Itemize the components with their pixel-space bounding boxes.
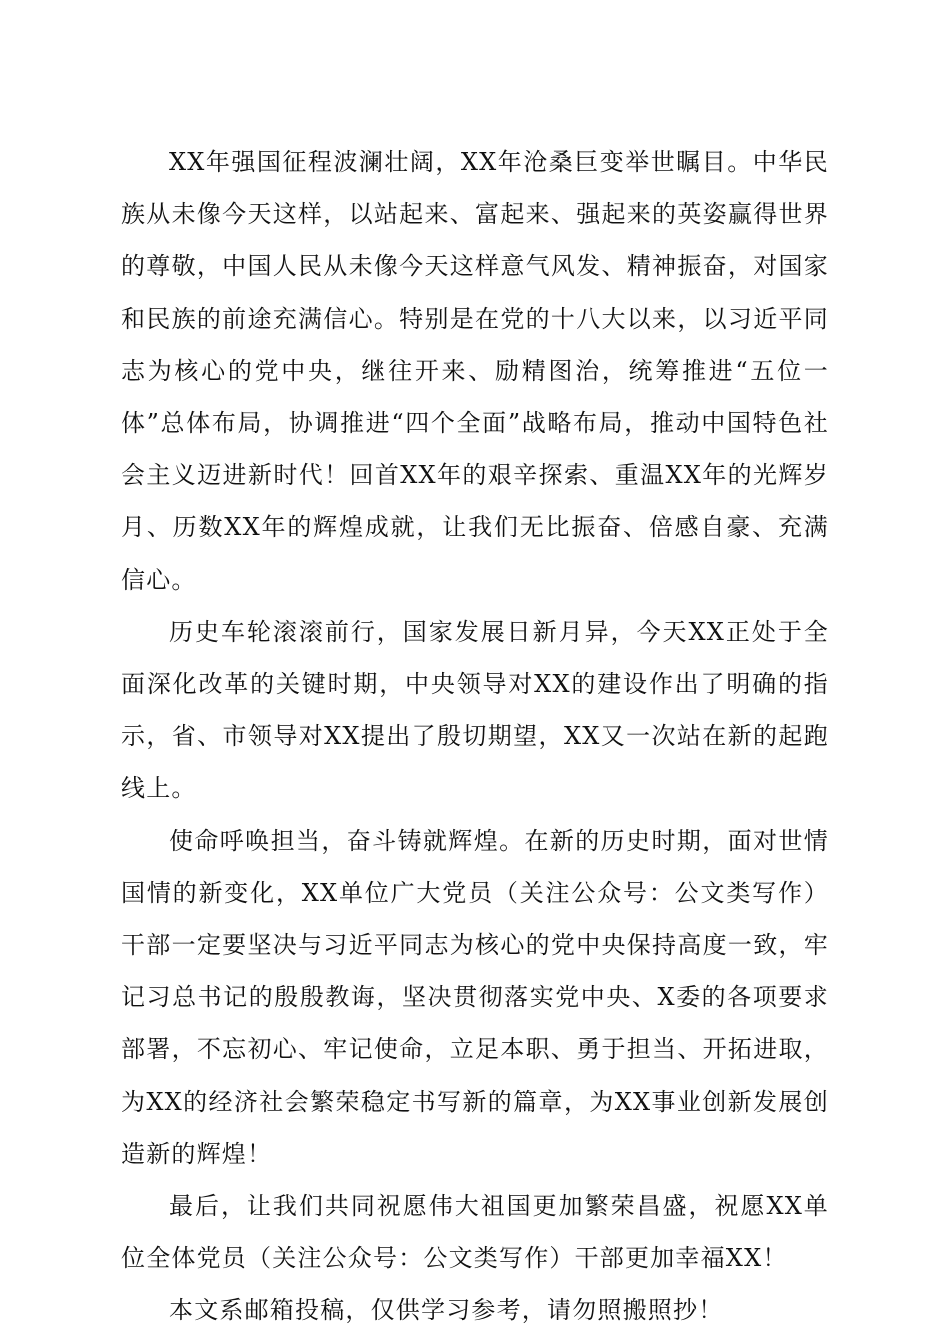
paragraph-1: XX年强国征程波澜壮阔，XX年沧桑巨变举世瞩目。中华民族从未像今天这样，以站起来、富起来、强起来的英姿赢得世界的尊敬，中国人民从未像今天这样意气风发、精神振奋，对国家和民族的前途充满信心。特别是在党的十八大以来，以习近平同志为核心的党中央，继往开来、励精图治，统筹推进“五位一体”总体布局，协调推进“四个全面”战略布局，推动中国特色社会主义迈进新时代！回首XX年的艰辛探索、重温XX年的光辉岁月、历数XX年的辉煌成就，让我们无比振奋、倍感自豪、充满信心。 [121, 148, 829, 594]
paragraph-2: 历史车轮滚滚前行，国家发展日新月异，今天XX正处于全面深化改革的关键时期，中央领导对XX的建设作出了明确的指示，省、市领导对XX提出了殷切期望，XX又一次站在新的起跑线上。 [121, 617, 829, 803]
paragraph-5-disclaimer: 本文系邮箱投稿，仅供学习参考，请勿照搬照抄！ [169, 1296, 724, 1325]
document-body [121, 136, 829, 1337]
paragraph-4: 最后，让我们共同祝愿伟大祖国更加繁荣昌盛，祝愿XX单位全体党员（关注公众号：公文类写作）干部更加幸福XX！ [121, 1192, 829, 1273]
paragraph-3: 使命呼唤担当，奋斗铸就辉煌。在新的历史时期，面对世情国情的新变化，XX单位广大党员（关注公众号：公文类写作）干部一定要坚决与习近平同志为核心的党中央保持高度一致，牢记习总书记的殷殷教诲，坚决贯彻落实党中央、X委的各项要求部署，不忘初心、牢记使命，立足本职、勇于担当、开拓进取，为XX的经济社会繁荣稳定书写新的篇章，为XX事业创新发展创造新的辉煌！ [121, 826, 829, 1168]
